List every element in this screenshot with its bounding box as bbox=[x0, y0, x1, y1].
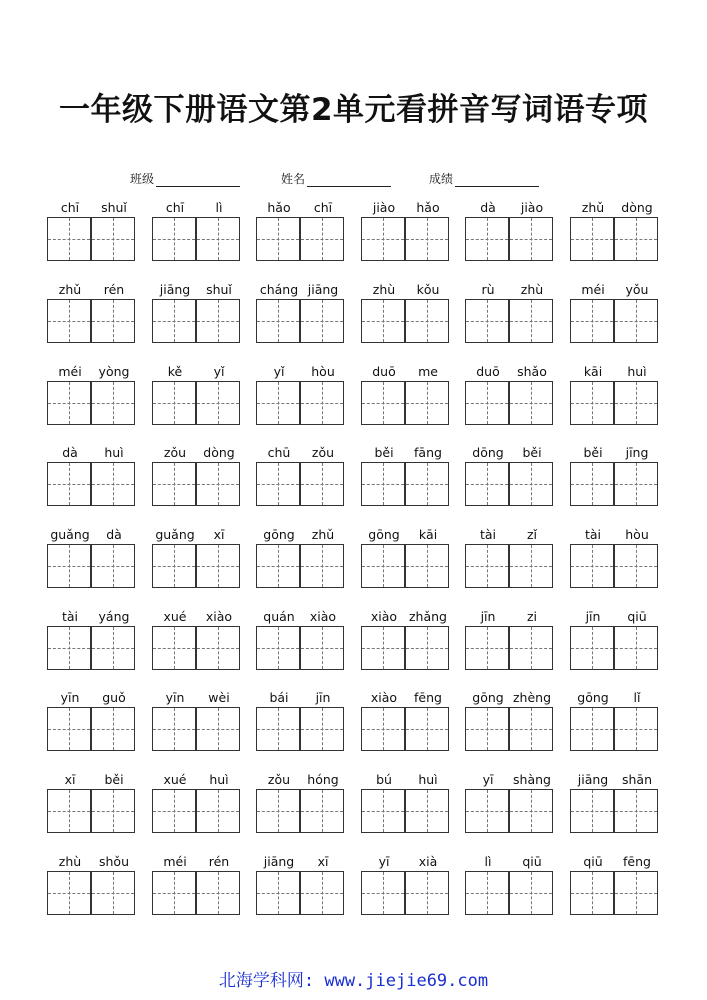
pinyin-syllable: lì bbox=[215, 200, 223, 215]
word-item bbox=[465, 364, 557, 434]
pinyin-syllable: xià bbox=[418, 854, 438, 869]
writing-box[interactable] bbox=[196, 789, 240, 833]
pinyin-syllable: qiū bbox=[522, 854, 542, 869]
class-label: 班级 bbox=[130, 172, 155, 186]
pinyin-syllable: méi bbox=[163, 854, 187, 869]
writing-box[interactable] bbox=[361, 707, 405, 751]
pinyin-syllable: zhù bbox=[58, 854, 82, 869]
word-item bbox=[256, 200, 348, 270]
word-item bbox=[47, 200, 139, 270]
writing-box[interactable] bbox=[509, 789, 553, 833]
writing-box[interactable] bbox=[614, 626, 658, 670]
writing-box[interactable] bbox=[614, 789, 658, 833]
pinyin-syllable: guǒ bbox=[102, 690, 126, 705]
writing-box[interactable] bbox=[47, 707, 91, 751]
writing-box[interactable] bbox=[47, 789, 91, 833]
pinyin-syllable: kāi bbox=[418, 527, 438, 542]
pinyin-syllable: shàng bbox=[513, 772, 551, 787]
writing-box[interactable] bbox=[465, 462, 509, 506]
pinyin-syllable: lǐ bbox=[633, 690, 641, 705]
word-item bbox=[361, 772, 453, 842]
writing-box[interactable] bbox=[405, 217, 449, 261]
pinyin-syllable: xiào bbox=[309, 609, 337, 624]
writing-box[interactable] bbox=[47, 544, 91, 588]
writing-box[interactable] bbox=[256, 871, 300, 915]
pinyin-syllable: huì bbox=[627, 364, 647, 379]
writing-box[interactable] bbox=[47, 462, 91, 506]
writing-box[interactable] bbox=[465, 789, 509, 833]
writing-box[interactable] bbox=[465, 217, 509, 261]
writing-box[interactable] bbox=[405, 707, 449, 751]
word-item bbox=[361, 609, 453, 679]
pinyin-syllable: xiào bbox=[370, 690, 398, 705]
pinyin-syllable: jiāng bbox=[263, 854, 295, 869]
pinyin-syllable: xué bbox=[163, 772, 187, 787]
writing-box[interactable] bbox=[47, 626, 91, 670]
writing-box[interactable] bbox=[465, 381, 509, 425]
word-item bbox=[256, 282, 348, 352]
writing-box[interactable] bbox=[614, 544, 658, 588]
pinyin-syllable: huì bbox=[209, 772, 229, 787]
writing-box[interactable] bbox=[196, 871, 240, 915]
pinyin-syllable: dà bbox=[106, 527, 122, 542]
word-item bbox=[465, 609, 557, 679]
writing-box[interactable] bbox=[196, 381, 240, 425]
pinyin-syllable: me bbox=[418, 364, 438, 379]
word-item bbox=[152, 854, 244, 924]
writing-box[interactable] bbox=[152, 626, 196, 670]
pinyin-syllable: qiū bbox=[627, 609, 647, 624]
pinyin-syllable: wèi bbox=[208, 690, 230, 705]
writing-box[interactable] bbox=[300, 544, 344, 588]
writing-box[interactable] bbox=[47, 217, 91, 261]
writing-box[interactable] bbox=[300, 217, 344, 261]
writing-box[interactable] bbox=[91, 871, 135, 915]
writing-box[interactable] bbox=[152, 217, 196, 261]
writing-box[interactable] bbox=[361, 871, 405, 915]
writing-box[interactable] bbox=[91, 789, 135, 833]
pinyin-syllable: méi bbox=[581, 282, 605, 297]
pinyin-syllable: gōng bbox=[577, 690, 609, 705]
writing-box[interactable] bbox=[614, 217, 658, 261]
word-item bbox=[465, 527, 557, 597]
pinyin-syllable: hóng bbox=[307, 772, 339, 787]
writing-box[interactable] bbox=[152, 381, 196, 425]
pinyin-syllable: jiāng bbox=[307, 282, 339, 297]
pinyin-syllable: jiào bbox=[372, 200, 396, 215]
pinyin-syllable: hǎo bbox=[416, 200, 440, 215]
writing-box[interactable] bbox=[405, 462, 449, 506]
pinyin-syllable: lì bbox=[484, 854, 492, 869]
pinyin-syllable: jiào bbox=[520, 200, 544, 215]
pinyin-syllable: zi bbox=[526, 609, 538, 624]
writing-box[interactable] bbox=[196, 544, 240, 588]
pinyin-syllable: zhǔ bbox=[581, 200, 605, 215]
writing-box[interactable] bbox=[570, 217, 614, 261]
word-item bbox=[570, 200, 662, 270]
writing-box[interactable] bbox=[152, 544, 196, 588]
writing-box[interactable] bbox=[91, 707, 135, 751]
word-item bbox=[47, 527, 139, 597]
word-item bbox=[465, 772, 557, 842]
writing-box[interactable] bbox=[361, 626, 405, 670]
pinyin-syllable: kāi bbox=[583, 364, 603, 379]
word-item bbox=[256, 364, 348, 434]
writing-box[interactable] bbox=[570, 789, 614, 833]
writing-box[interactable] bbox=[300, 707, 344, 751]
word-item bbox=[152, 200, 244, 270]
pinyin-syllable: rù bbox=[481, 282, 495, 297]
footer-watermark: 北海学科网: www.jiejie69.com bbox=[218, 971, 489, 991]
pinyin-syllable: jīn bbox=[585, 609, 601, 624]
writing-box[interactable] bbox=[152, 462, 196, 506]
pinyin-syllable: xī bbox=[213, 527, 225, 542]
pinyin-syllable: yīn bbox=[165, 690, 185, 705]
writing-box[interactable] bbox=[47, 299, 91, 343]
pinyin-syllable: shuǐ bbox=[206, 282, 232, 297]
pinyin-syllable: dà bbox=[480, 200, 496, 215]
word-item bbox=[361, 854, 453, 924]
writing-box[interactable] bbox=[152, 299, 196, 343]
writing-box[interactable] bbox=[509, 381, 553, 425]
writing-box[interactable] bbox=[509, 217, 553, 261]
pinyin-syllable: gōng bbox=[263, 527, 295, 542]
writing-box[interactable] bbox=[405, 626, 449, 670]
pinyin-syllable: yǐ bbox=[273, 364, 285, 379]
writing-box[interactable] bbox=[509, 544, 553, 588]
pinyin-syllable: jiāng bbox=[159, 282, 191, 297]
word-item bbox=[256, 609, 348, 679]
word-item bbox=[152, 772, 244, 842]
writing-box[interactable] bbox=[196, 217, 240, 261]
writing-box[interactable] bbox=[256, 381, 300, 425]
writing-box[interactable] bbox=[509, 299, 553, 343]
word-item bbox=[361, 282, 453, 352]
pinyin-syllable: shān bbox=[621, 772, 653, 787]
writing-box[interactable] bbox=[614, 871, 658, 915]
writing-box[interactable] bbox=[570, 299, 614, 343]
pinyin-syllable: zhǔ bbox=[58, 282, 82, 297]
pinyin-syllable: hǎo bbox=[267, 200, 291, 215]
pinyin-syllable: běi bbox=[583, 445, 603, 460]
writing-box[interactable] bbox=[361, 299, 405, 343]
writing-box[interactable] bbox=[256, 626, 300, 670]
writing-box[interactable] bbox=[570, 707, 614, 751]
pinyin-syllable: shuǐ bbox=[101, 200, 127, 215]
pinyin-syllable: yǒu bbox=[625, 282, 649, 297]
writing-box[interactable] bbox=[614, 707, 658, 751]
writing-box[interactable] bbox=[256, 707, 300, 751]
writing-box[interactable] bbox=[405, 299, 449, 343]
pinyin-syllable: běi bbox=[104, 772, 124, 787]
word-item bbox=[47, 772, 139, 842]
pinyin-syllable: běi bbox=[522, 445, 542, 460]
pinyin-syllable: xiào bbox=[205, 609, 233, 624]
writing-box[interactable] bbox=[465, 544, 509, 588]
writing-box[interactable] bbox=[570, 381, 614, 425]
pinyin-syllable: zǒu bbox=[267, 772, 291, 787]
pinyin-syllable: tài bbox=[584, 527, 602, 542]
writing-box[interactable] bbox=[405, 381, 449, 425]
word-item bbox=[570, 445, 662, 515]
word-item bbox=[570, 854, 662, 924]
writing-box[interactable] bbox=[91, 381, 135, 425]
word-item bbox=[47, 364, 139, 434]
writing-box[interactable] bbox=[465, 707, 509, 751]
word-item bbox=[361, 364, 453, 434]
word-item bbox=[47, 854, 139, 924]
pinyin-syllable: yòng bbox=[98, 364, 130, 379]
pinyin-syllable: kǒu bbox=[416, 282, 440, 297]
writing-box[interactable] bbox=[509, 626, 553, 670]
word-item bbox=[47, 445, 139, 515]
writing-box[interactable] bbox=[300, 626, 344, 670]
pinyin-syllable: xī bbox=[317, 854, 329, 869]
pinyin-syllable: fāng bbox=[414, 445, 442, 460]
pinyin-syllable: duō bbox=[372, 364, 396, 379]
pinyin-syllable: zǒu bbox=[163, 445, 187, 460]
pinyin-syllable: jiāng bbox=[577, 772, 609, 787]
writing-box[interactable] bbox=[152, 707, 196, 751]
pinyin-syllable: chī bbox=[165, 200, 185, 215]
pinyin-syllable: jīn bbox=[315, 690, 331, 705]
pinyin-syllable: zǒu bbox=[311, 445, 335, 460]
pinyin-syllable: běi bbox=[374, 445, 394, 460]
writing-box[interactable] bbox=[152, 871, 196, 915]
pinyin-syllable: gōng bbox=[368, 527, 400, 542]
word-item bbox=[256, 690, 348, 760]
writing-box[interactable] bbox=[361, 544, 405, 588]
pinyin-syllable: shǒu bbox=[98, 854, 129, 869]
writing-box[interactable] bbox=[300, 381, 344, 425]
writing-box[interactable] bbox=[256, 299, 300, 343]
writing-box[interactable] bbox=[256, 789, 300, 833]
word-item bbox=[256, 772, 348, 842]
pinyin-syllable: huì bbox=[418, 772, 438, 787]
writing-box[interactable] bbox=[256, 462, 300, 506]
pinyin-syllable: bái bbox=[269, 690, 289, 705]
pinyin-syllable: jīng bbox=[625, 445, 649, 460]
writing-box[interactable] bbox=[91, 626, 135, 670]
pinyin-syllable: shǎo bbox=[517, 364, 547, 379]
word-item bbox=[152, 690, 244, 760]
writing-box[interactable] bbox=[465, 299, 509, 343]
writing-box[interactable] bbox=[256, 544, 300, 588]
writing-box[interactable] bbox=[196, 299, 240, 343]
word-item bbox=[47, 282, 139, 352]
page-title: 一年级下册语文第2单元看拼音写词语专项 bbox=[58, 92, 649, 128]
writing-box[interactable] bbox=[570, 626, 614, 670]
word-item bbox=[152, 364, 244, 434]
pinyin-syllable: tài bbox=[61, 609, 79, 624]
pinyin-syllable: zǐ bbox=[526, 527, 538, 542]
pinyin-syllable: fēng bbox=[623, 854, 651, 869]
writing-box[interactable] bbox=[91, 462, 135, 506]
writing-box[interactable] bbox=[614, 299, 658, 343]
word-item bbox=[256, 527, 348, 597]
pinyin-syllable: yīn bbox=[60, 690, 80, 705]
pinyin-syllable: tài bbox=[479, 527, 497, 542]
pinyin-syllable: guǎng bbox=[50, 527, 90, 542]
pinyin-syllable: yī bbox=[378, 854, 390, 869]
pinyin-syllable: xiào bbox=[370, 609, 398, 624]
word-item bbox=[361, 527, 453, 597]
pinyin-syllable: dà bbox=[62, 445, 78, 460]
pinyin-syllable: rén bbox=[103, 282, 125, 297]
writing-box[interactable] bbox=[361, 789, 405, 833]
pinyin-syllable: xué bbox=[163, 609, 187, 624]
pinyin-syllable: yǐ bbox=[213, 364, 225, 379]
pinyin-syllable: gōng bbox=[472, 690, 504, 705]
pinyin-syllable: qiū bbox=[583, 854, 603, 869]
word-item bbox=[465, 445, 557, 515]
word-item bbox=[47, 609, 139, 679]
writing-box[interactable] bbox=[361, 462, 405, 506]
word-item bbox=[361, 690, 453, 760]
word-item bbox=[465, 854, 557, 924]
pinyin-syllable: fēng bbox=[414, 690, 442, 705]
writing-box[interactable] bbox=[405, 871, 449, 915]
pinyin-syllable: hòu bbox=[625, 527, 649, 542]
pinyin-syllable: zhǎng bbox=[408, 609, 447, 624]
writing-box[interactable] bbox=[91, 299, 135, 343]
word-item bbox=[570, 527, 662, 597]
writing-box[interactable] bbox=[405, 544, 449, 588]
writing-box[interactable] bbox=[196, 626, 240, 670]
pinyin-syllable: dòng bbox=[203, 445, 235, 460]
word-item bbox=[152, 609, 244, 679]
pinyin-syllable: chī bbox=[313, 200, 333, 215]
pinyin-syllable: méi bbox=[58, 364, 82, 379]
writing-box[interactable] bbox=[196, 462, 240, 506]
pinyin-syllable: rén bbox=[208, 854, 230, 869]
writing-box[interactable] bbox=[509, 462, 553, 506]
writing-box[interactable] bbox=[509, 871, 553, 915]
pinyin-syllable: kě bbox=[167, 364, 183, 379]
pinyin-syllable: yáng bbox=[98, 609, 130, 624]
writing-box[interactable] bbox=[196, 707, 240, 751]
writing-box[interactable] bbox=[614, 462, 658, 506]
writing-box[interactable] bbox=[91, 217, 135, 261]
word-item bbox=[570, 772, 662, 842]
word-item bbox=[570, 690, 662, 760]
pinyin-syllable: jīn bbox=[480, 609, 496, 624]
pinyin-syllable: yī bbox=[482, 772, 494, 787]
writing-box[interactable] bbox=[300, 299, 344, 343]
word-item bbox=[47, 690, 139, 760]
word-item bbox=[570, 609, 662, 679]
pinyin-syllable: chū bbox=[267, 445, 291, 460]
word-item bbox=[465, 200, 557, 270]
writing-box[interactable] bbox=[300, 462, 344, 506]
writing-box[interactable] bbox=[570, 871, 614, 915]
writing-box[interactable] bbox=[47, 381, 91, 425]
word-item bbox=[465, 282, 557, 352]
pinyin-syllable: zhù bbox=[520, 282, 544, 297]
pinyin-syllable: zhù bbox=[372, 282, 396, 297]
pinyin-syllable: dōng bbox=[472, 445, 504, 460]
writing-box[interactable] bbox=[300, 871, 344, 915]
word-item bbox=[152, 527, 244, 597]
pinyin-syllable: cháng bbox=[259, 282, 299, 297]
pinyin-syllable: chī bbox=[60, 200, 80, 215]
writing-box[interactable] bbox=[614, 381, 658, 425]
writing-box[interactable] bbox=[570, 462, 614, 506]
writing-box[interactable] bbox=[152, 789, 196, 833]
writing-box[interactable] bbox=[91, 544, 135, 588]
name-label: 姓名 bbox=[281, 172, 306, 186]
writing-box[interactable] bbox=[300, 789, 344, 833]
writing-box[interactable] bbox=[465, 626, 509, 670]
word-item bbox=[256, 445, 348, 515]
pinyin-syllable: bú bbox=[376, 772, 392, 787]
pinyin-syllable: xī bbox=[64, 772, 76, 787]
score-label: 成绩 bbox=[429, 172, 454, 186]
word-item bbox=[152, 282, 244, 352]
writing-box[interactable] bbox=[570, 544, 614, 588]
word-item bbox=[152, 445, 244, 515]
writing-box[interactable] bbox=[405, 789, 449, 833]
writing-box[interactable] bbox=[47, 871, 91, 915]
pinyin-syllable: guǎng bbox=[155, 527, 195, 542]
writing-box[interactable] bbox=[509, 707, 553, 751]
word-item bbox=[570, 364, 662, 434]
pinyin-syllable: quán bbox=[263, 609, 295, 624]
writing-box[interactable] bbox=[256, 217, 300, 261]
pinyin-syllable: zhèng bbox=[512, 690, 552, 705]
word-item bbox=[361, 200, 453, 270]
pinyin-syllable: huì bbox=[104, 445, 124, 460]
word-item bbox=[256, 854, 348, 924]
word-item bbox=[361, 445, 453, 515]
writing-box[interactable] bbox=[361, 217, 405, 261]
pinyin-syllable: hòu bbox=[311, 364, 335, 379]
pinyin-syllable: duō bbox=[476, 364, 500, 379]
word-item bbox=[570, 282, 662, 352]
writing-box[interactable] bbox=[465, 871, 509, 915]
writing-box[interactable] bbox=[361, 381, 405, 425]
pinyin-syllable: dòng bbox=[621, 200, 653, 215]
pinyin-syllable: zhǔ bbox=[311, 527, 335, 542]
word-item bbox=[465, 690, 557, 760]
